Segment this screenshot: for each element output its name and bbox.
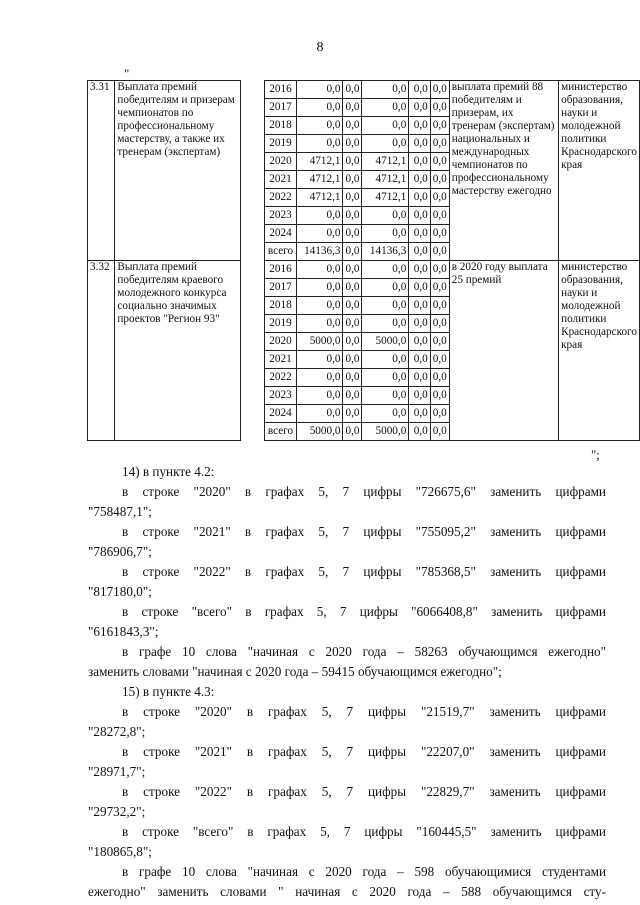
executor-cell: министерство образования, науки и молодежной политики Краснодарского края <box>559 81 640 261</box>
year-cell: 2018 <box>264 297 297 315</box>
amount-cell: 0,0 <box>297 225 343 243</box>
blank-column-cell <box>241 81 264 261</box>
year-cell: 2020 <box>264 333 297 351</box>
year-cell: 2016 <box>264 81 297 99</box>
table-row <box>88 81 640 99</box>
amount-cell: 0,0 <box>430 405 449 423</box>
amount-cell: 4712,1 <box>362 171 409 189</box>
amount-cell: 4712,1 <box>297 171 343 189</box>
amount-cell: 0,0 <box>297 135 343 153</box>
amount-cell: 0,0 <box>409 279 430 297</box>
item-15-line: в строке "2022" в графах 5, 7 цифры "22829,7" заменить цифрами <box>122 784 606 799</box>
amount-cell: 0,0 <box>362 81 409 99</box>
amount-cell: 0,0 <box>343 261 362 279</box>
amount-cell: 0,0 <box>430 135 449 153</box>
item-14-line: "817180,0"; <box>88 584 152 599</box>
amount-cell: 0,0 <box>297 297 343 315</box>
year-cell: всего <box>264 243 297 261</box>
amount-cell: 0,0 <box>362 369 409 387</box>
item-15-line: в графе 10 слова "начиная с 2020 года – 598 обучающимися студентами <box>122 864 606 879</box>
amount-cell: 0,0 <box>409 369 430 387</box>
item-14-line: "6161843,3"; <box>88 624 159 639</box>
amount-cell: 0,0 <box>409 423 430 441</box>
amount-cell: 0,0 <box>343 351 362 369</box>
amount-cell: 0,0 <box>297 315 343 333</box>
amount-cell: 0,0 <box>343 117 362 135</box>
amount-cell: 0,0 <box>362 279 409 297</box>
amount-cell: 0,0 <box>430 189 449 207</box>
amount-cell: 0,0 <box>409 135 430 153</box>
amount-cell: 14136,3 <box>297 243 343 261</box>
item-14-line: в строке "2021" в графах 5, 7 цифры "755095,2" заменить цифрами <box>122 524 606 539</box>
amount-cell: 0,0 <box>409 261 430 279</box>
amount-cell: 0,0 <box>297 279 343 297</box>
year-cell: 2024 <box>264 405 297 423</box>
amount-cell: 0,0 <box>430 99 449 117</box>
result-cell: выплата премий 88 победителям и призерам, их тренерам (экспертам) национальных и международных чемпионатов по профессиональному мастерству ежегодно <box>449 81 558 261</box>
item-15-line: "180865,8"; <box>88 844 152 859</box>
amount-cell: 0,0 <box>430 171 449 189</box>
amount-cell: 0,0 <box>409 297 430 315</box>
item-14-line: в графе 10 слова "начиная с 2020 года – 58263 обучающимся ежегодно" <box>122 644 606 659</box>
amount-cell: 0,0 <box>409 405 430 423</box>
amount-cell: 0,0 <box>343 153 362 171</box>
amount-cell: 0,0 <box>430 423 449 441</box>
amount-cell: 0,0 <box>343 405 362 423</box>
amount-cell: 0,0 <box>430 117 449 135</box>
item-name-cell: Выплата премий победителям и призерам чемпионатов по профессиональному мастерству, а также их тренерам (экспертам) <box>115 81 241 261</box>
amount-cell: 0,0 <box>343 423 362 441</box>
amount-cell: 0,0 <box>430 207 449 225</box>
item-14-line: "758487,1"; <box>88 504 152 519</box>
amount-cell: 0,0 <box>343 243 362 261</box>
item-14-heading: 14) в пункте 4.2: <box>122 464 215 479</box>
executor-cell: министерство образования, науки и молодежной политики Краснодарского края <box>559 261 640 441</box>
amount-cell: 0,0 <box>409 81 430 99</box>
amount-cell: 0,0 <box>343 333 362 351</box>
amount-cell: 0,0 <box>343 369 362 387</box>
amount-cell: 5000,0 <box>297 423 343 441</box>
amount-cell: 0,0 <box>343 207 362 225</box>
amendment-text <box>88 462 606 902</box>
year-cell: 2020 <box>264 153 297 171</box>
item-15-line: ежегодно" заменить словами " начиная с 2020 года – 588 обучающимся сту- <box>88 884 606 899</box>
amount-cell: 0,0 <box>409 225 430 243</box>
table-row <box>88 261 640 279</box>
year-cell: 2023 <box>264 387 297 405</box>
amount-cell: 0,0 <box>409 153 430 171</box>
amount-cell: 0,0 <box>362 351 409 369</box>
amount-cell: 0,0 <box>362 387 409 405</box>
amount-cell: 0,0 <box>343 315 362 333</box>
amount-cell: 4712,1 <box>362 189 409 207</box>
amount-cell: 0,0 <box>343 387 362 405</box>
amount-cell: 0,0 <box>297 117 343 135</box>
amount-cell: 0,0 <box>409 333 430 351</box>
year-cell: 2018 <box>264 117 297 135</box>
item-14-line: в строке "2020" в графах 5, 7 цифры "726675,6" заменить цифрами <box>122 484 606 499</box>
amount-cell: 0,0 <box>430 225 449 243</box>
amount-cell: 0,0 <box>297 351 343 369</box>
amount-cell: 0,0 <box>343 135 362 153</box>
year-cell: 2022 <box>264 189 297 207</box>
amount-cell: 4712,1 <box>362 153 409 171</box>
amount-cell: 0,0 <box>409 243 430 261</box>
blank-column-cell <box>241 261 264 441</box>
page-number: 8 <box>316 40 324 55</box>
amount-cell: 0,0 <box>297 207 343 225</box>
amount-cell: 5000,0 <box>362 423 409 441</box>
year-cell: 2019 <box>264 135 297 153</box>
amount-cell: 0,0 <box>362 261 409 279</box>
amount-cell: 0,0 <box>409 387 430 405</box>
amount-cell: 0,0 <box>362 297 409 315</box>
amount-cell: 0,0 <box>343 189 362 207</box>
year-cell: 2024 <box>264 225 297 243</box>
amount-cell: 0,0 <box>430 81 449 99</box>
closing-quote: "; <box>591 447 600 462</box>
amount-cell: 0,0 <box>362 405 409 423</box>
amount-cell: 5000,0 <box>297 333 343 351</box>
year-cell: 2022 <box>264 369 297 387</box>
amount-cell: 0,0 <box>430 315 449 333</box>
item-14-line: в строке "2022" в графах 5, 7 цифры "785368,5" заменить цифрами <box>122 564 606 579</box>
amount-cell: 0,0 <box>430 351 449 369</box>
amount-cell: 0,0 <box>362 117 409 135</box>
amount-cell: 4712,1 <box>297 189 343 207</box>
program-table <box>87 80 640 441</box>
amount-cell: 0,0 <box>297 405 343 423</box>
amount-cell: 5000,0 <box>362 333 409 351</box>
amount-cell: 0,0 <box>297 369 343 387</box>
amount-cell: 0,0 <box>430 261 449 279</box>
amount-cell: 0,0 <box>409 351 430 369</box>
amount-cell: 4712,1 <box>297 153 343 171</box>
item-number-cell: 3.31 <box>88 81 115 261</box>
amount-cell: 0,0 <box>297 261 343 279</box>
item-15-line: "28272,8"; <box>88 724 146 739</box>
amount-cell: 0,0 <box>343 171 362 189</box>
amount-cell: 0,0 <box>430 243 449 261</box>
amount-cell: 0,0 <box>297 99 343 117</box>
amount-cell: 0,0 <box>430 297 449 315</box>
amount-cell: 0,0 <box>362 225 409 243</box>
item-number-cell: 3.32 <box>88 261 115 441</box>
item-15-line: в строке "всего" в графах 5, 7 цифры "160445,5" заменить цифрами <box>122 824 606 839</box>
year-cell: 2019 <box>264 315 297 333</box>
amount-cell: 0,0 <box>343 297 362 315</box>
year-cell: 2023 <box>264 207 297 225</box>
item-name-cell: Выплата премий победителям краевого молодежного конкурса социально значимых проектов "Регион 93" <box>115 261 241 441</box>
amount-cell: 0,0 <box>297 387 343 405</box>
amount-cell: 0,0 <box>430 387 449 405</box>
amount-cell: 0,0 <box>362 135 409 153</box>
year-cell: всего <box>264 423 297 441</box>
amount-cell: 0,0 <box>297 81 343 99</box>
year-cell: 2017 <box>264 279 297 297</box>
amount-cell: 0,0 <box>430 333 449 351</box>
item-15-heading: 15) в пункте 4.3: <box>122 684 215 699</box>
amount-cell: 0,0 <box>362 207 409 225</box>
item-14-line: "786906,7"; <box>88 544 152 559</box>
year-cell: 2021 <box>264 171 297 189</box>
amount-cell: 0,0 <box>409 117 430 135</box>
year-cell: 2017 <box>264 99 297 117</box>
item-14-line: в строке "всего" в графах 5, 7 цифры "6066408,8" заменить цифрами <box>122 604 606 619</box>
amount-cell: 0,0 <box>343 99 362 117</box>
amount-cell: 0,0 <box>409 99 430 117</box>
item-14-line: заменить словами "начиная с 2020 года – 59415 обучающимся ежегодно"; <box>88 664 502 679</box>
amount-cell: 0,0 <box>409 189 430 207</box>
year-cell: 2016 <box>264 261 297 279</box>
amount-cell: 0,0 <box>362 315 409 333</box>
amount-cell: 0,0 <box>430 279 449 297</box>
amount-cell: 0,0 <box>409 171 430 189</box>
opening-quote: " <box>124 66 130 81</box>
amount-cell: 0,0 <box>409 315 430 333</box>
year-cell: 2021 <box>264 351 297 369</box>
item-15-line: в строке "2020" в графах 5, 7 цифры "21519,7" заменить цифрами <box>122 704 606 719</box>
amount-cell: 0,0 <box>343 81 362 99</box>
result-cell: в 2020 году выплата 25 премий <box>449 261 558 441</box>
amount-cell: 0,0 <box>409 207 430 225</box>
amount-cell: 14136,3 <box>362 243 409 261</box>
item-15-line: "28971,7"; <box>88 764 146 779</box>
amount-cell: 0,0 <box>343 279 362 297</box>
item-15-line: в строке "2021" в графах 5, 7 цифры "22207,0" заменить цифрами <box>122 744 606 759</box>
amount-cell: 0,0 <box>430 369 449 387</box>
item-15-line: "29732,2"; <box>88 804 146 819</box>
amount-cell: 0,0 <box>430 153 449 171</box>
amount-cell: 0,0 <box>362 99 409 117</box>
amount-cell: 0,0 <box>343 225 362 243</box>
